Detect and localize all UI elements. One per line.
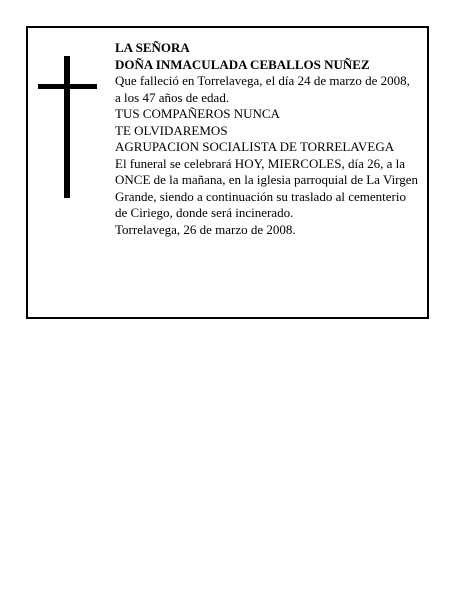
cross-horizontal-bar bbox=[38, 84, 97, 89]
funeral-details: El funeral se celebrará HOY, MIERCOLES, día 26, a la ONCE de la mañana, en la iglesia parroquial de La Virgen Grande, siendo a continuación su traslado al cementerio de Ciriego, donde será incinerado. bbox=[115, 155, 419, 220]
organization-name: AGRUPACION SOCIALISTA DE TORRELAVEGA bbox=[115, 139, 395, 154]
cross-vertical-bar bbox=[64, 56, 70, 198]
notice-text bbox=[115, 40, 421, 238]
cross-icon bbox=[28, 28, 128, 228]
notice-heading: LA SEÑORA bbox=[115, 40, 190, 55]
death-details: Que falleció en Torrelavega, el día 24 de marzo de 2008, bbox=[115, 73, 410, 88]
deceased-name: DOÑA INMACULADA CEBALLOS NUÑEZ bbox=[115, 56, 370, 72]
age-line: a los 47 años de edad. bbox=[115, 89, 230, 105]
tribute-line-2: TE OLVIDAREMOS bbox=[115, 122, 228, 138]
obituary-notice bbox=[26, 26, 429, 319]
tribute-line-1: TUS COMPAÑEROS NUNCA bbox=[115, 106, 280, 121]
place-and-date: Torrelavega, 26 de marzo de 2008. bbox=[115, 221, 296, 237]
